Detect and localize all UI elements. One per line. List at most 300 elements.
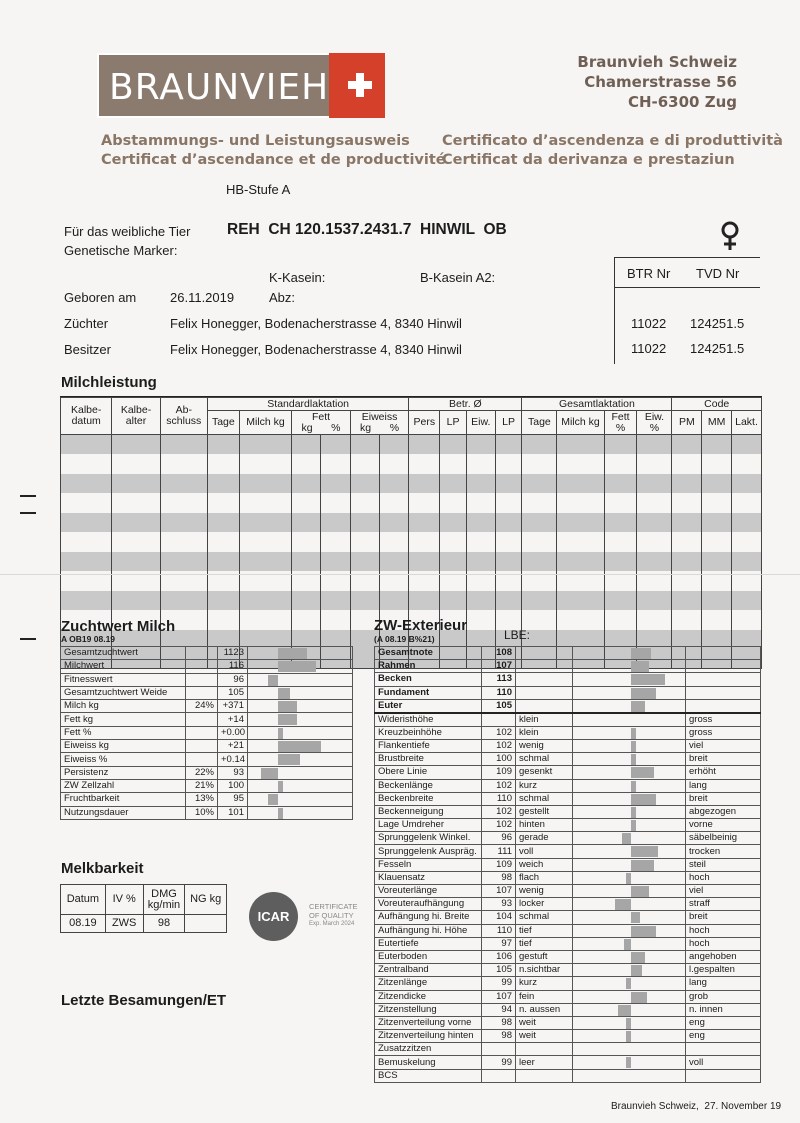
milk-cell xyxy=(604,513,637,533)
zuchtwert-label: Nutzungsdauer xyxy=(61,806,186,819)
zuchtwert-bar-cell xyxy=(248,673,353,686)
milk-cell xyxy=(160,532,207,552)
exterieur-left-term: schmal xyxy=(516,911,573,924)
col-milchkg: Milch kg xyxy=(239,411,291,435)
zuchtwert-label: Persistenz xyxy=(61,766,186,779)
milk-cell xyxy=(672,435,702,455)
exterieur-bar-cell xyxy=(573,964,686,977)
zuchtwert-value: 96 xyxy=(218,673,248,686)
btr-header: BTR Nr xyxy=(627,266,671,281)
exterieur-left-term: hinten xyxy=(516,819,573,832)
exterieur-bar-cell xyxy=(573,753,686,766)
title-de: Abstammungs- und Leistungsausweis xyxy=(101,133,410,149)
zuchtwert-pct xyxy=(186,753,218,766)
exterieur-bar xyxy=(631,648,651,659)
exterieur-bar-cell xyxy=(573,805,686,818)
exterieur-right-term: trocken xyxy=(686,845,761,858)
exterieur-left-term: locker xyxy=(516,898,573,911)
exterieur-bar xyxy=(631,807,636,818)
milk-cell xyxy=(557,493,604,513)
zuchtwert-label: Fitnesswert xyxy=(61,673,186,686)
milk-cell xyxy=(440,552,467,572)
exterieur-left-term xyxy=(516,1043,573,1056)
exterieur-right-term: lang xyxy=(686,977,761,990)
exterieur-label: Kreuzbeinhöhe xyxy=(375,726,482,739)
zuchtwert-value: +21 xyxy=(218,740,248,753)
zuchtwert-bar xyxy=(278,661,316,672)
exterieur-value: 99 xyxy=(482,1056,516,1069)
exterieur-value: 108 xyxy=(482,647,516,660)
milk-cell xyxy=(440,532,467,552)
exterieur-bar-cell xyxy=(573,779,686,792)
zuchtwert-pct: 10% xyxy=(186,806,218,819)
milk-cell xyxy=(239,610,291,630)
exterieur-left-term: gerade xyxy=(516,832,573,845)
milk-cell xyxy=(557,454,604,474)
exterieur-bar xyxy=(631,820,636,831)
col-eiweiss-pct: % xyxy=(389,421,400,434)
exterieur-bar xyxy=(631,781,636,792)
milk-cell xyxy=(495,474,522,494)
col-fett-pct: % xyxy=(331,421,341,434)
milk-cell xyxy=(292,552,321,572)
exterieur-left-term: weit xyxy=(516,1016,573,1029)
exterieur-right-term: steil xyxy=(686,858,761,871)
exterieur-sub: (A 08.19 B%21) xyxy=(374,634,435,644)
zuchtwert-bar xyxy=(278,714,297,725)
milk-cell xyxy=(207,474,239,494)
col-tage: Tage xyxy=(207,411,239,435)
milk-cell xyxy=(522,610,557,630)
exterieur-bar-cell xyxy=(573,1069,686,1082)
zuchtwert-bar-cell xyxy=(248,740,353,753)
exterieur-row xyxy=(375,647,761,660)
braunvieh-logo xyxy=(97,53,385,118)
milk-cell xyxy=(637,552,672,572)
exterieur-bar xyxy=(631,965,642,976)
exterieur-right-term: abgezogen xyxy=(686,805,761,818)
exterieur-bar-cell xyxy=(573,950,686,963)
exterieur-right-term: angehoben xyxy=(686,950,761,963)
exterieur-bar-cell xyxy=(573,1056,686,1069)
exterieur-bar xyxy=(631,886,649,897)
milk-cell xyxy=(732,532,762,552)
milk-cell xyxy=(320,454,350,474)
exterieur-bar-cell xyxy=(573,1043,686,1056)
exterieur-value: 102 xyxy=(482,739,516,752)
exterieur-bar xyxy=(631,926,656,937)
exterieur-bar xyxy=(622,833,631,844)
exterieur-right-term: lang xyxy=(686,779,761,792)
milk-cell xyxy=(702,532,732,552)
milk-cell xyxy=(207,435,239,455)
milk-cell xyxy=(672,532,702,552)
exterieur-right-term: breit xyxy=(686,792,761,805)
exterieur-bar xyxy=(631,860,654,871)
milk-title: Milchleistung xyxy=(61,374,157,391)
milk-cell xyxy=(672,474,702,494)
exterieur-bar-cell xyxy=(573,726,686,739)
milk-cell xyxy=(702,454,732,474)
punch-mark xyxy=(20,495,36,497)
exterieur-right-term: n. innen xyxy=(686,1003,761,1016)
group-betr: Betr. Ø xyxy=(409,398,522,411)
icar-cert1: CERTIFICATE xyxy=(309,902,358,911)
zuchtwert-pct xyxy=(186,740,218,753)
org-name: Braunvieh Schweiz xyxy=(577,53,737,71)
zuchtwert-label: Gesamtzuchtwert xyxy=(61,647,186,660)
milk-cell xyxy=(292,513,321,533)
exterieur-label: Fundament xyxy=(375,686,482,699)
exterieur-right-term: eng xyxy=(686,1030,761,1043)
animal-id: REH CH 120.1537.2431.7 HINWIL OB xyxy=(227,221,507,238)
footer-text: Braunvieh Schweiz, 27. November 19 xyxy=(611,1101,782,1112)
milk-cell xyxy=(522,513,557,533)
milk-cell xyxy=(495,513,522,533)
exterieur-row xyxy=(375,726,761,739)
exterieur-label: Zitzenverteilung hinten xyxy=(375,1030,482,1043)
exterieur-row xyxy=(375,937,761,950)
exterieur-value: 100 xyxy=(482,753,516,766)
exterieur-right-term xyxy=(686,699,761,713)
abz-label: Abz: xyxy=(269,290,296,305)
milk-cell xyxy=(239,474,291,494)
milk-cell xyxy=(466,435,495,455)
exterieur-label: Wideristhöhe xyxy=(375,713,482,727)
zuchtwert-label: ZW Zellzahl xyxy=(61,779,186,792)
milk-cell xyxy=(379,493,409,513)
zuchtwert-title: Zuchtwert Milch xyxy=(61,618,176,635)
milk-cell xyxy=(495,552,522,572)
exterieur-value: 98 xyxy=(482,871,516,884)
exterieur-value: 110 xyxy=(482,924,516,937)
zuchtwert-pct: 13% xyxy=(186,793,218,806)
exterieur-title: ZW-Exterieur xyxy=(374,617,468,634)
milk-cell xyxy=(440,454,467,474)
milk-cell xyxy=(495,532,522,552)
exterieur-row xyxy=(375,686,761,699)
exterieur-value: 110 xyxy=(482,686,516,699)
milk-cell xyxy=(637,532,672,552)
zuchtwert-bar xyxy=(261,768,278,779)
marker-label: Genetische Marker: xyxy=(64,243,178,258)
exterieur-bar-cell xyxy=(573,845,686,858)
exterieur-value xyxy=(482,713,516,727)
milk-cell xyxy=(292,610,321,630)
exterieur-row xyxy=(375,898,761,911)
exterieur-label: Klauensatz xyxy=(375,871,482,884)
exterieur-row xyxy=(375,699,761,713)
milk-cell xyxy=(557,610,604,630)
exterieur-label: Zitzenlänge xyxy=(375,977,482,990)
exterieur-bar xyxy=(631,688,656,699)
exterieur-bar-cell xyxy=(573,1030,686,1043)
milk-cell xyxy=(557,513,604,533)
exterieur-left-term xyxy=(516,686,573,699)
milk-cell xyxy=(637,493,672,513)
milk-cell xyxy=(522,532,557,552)
exterieur-value: 105 xyxy=(482,964,516,977)
group-gesamtlaktation: Gesamtlaktation xyxy=(522,398,672,411)
col-fett2 xyxy=(604,411,637,435)
milk-cell xyxy=(112,454,160,474)
milk-cell xyxy=(604,610,637,630)
exterieur-right-term: l.gespalten xyxy=(686,964,761,977)
exterieur-right-term: hoch xyxy=(686,937,761,950)
exterieur-bar-cell xyxy=(573,858,686,871)
milk-cell xyxy=(409,532,440,552)
milk-cell xyxy=(409,435,440,455)
exterieur-bar xyxy=(624,939,631,950)
milk-cell xyxy=(61,493,112,513)
milk-cell xyxy=(350,435,379,455)
zuchtwert-bar xyxy=(278,701,297,712)
exterieur-row xyxy=(375,1069,761,1082)
melk-h-ng: NG kg xyxy=(185,885,227,915)
milk-cell xyxy=(732,591,762,611)
exterieur-bar xyxy=(631,767,654,778)
milk-cell xyxy=(604,435,637,455)
milk-cell xyxy=(61,552,112,572)
exterieur-left-term: klein xyxy=(516,726,573,739)
milk-cell xyxy=(440,493,467,513)
milk-cell xyxy=(320,552,350,572)
exterieur-bar xyxy=(631,741,636,752)
milk-cell xyxy=(239,435,291,455)
milk-cell xyxy=(379,513,409,533)
milk-cell xyxy=(207,454,239,474)
zuchtwert-row xyxy=(61,713,353,726)
milk-cell xyxy=(604,552,637,572)
exterieur-left-term: schmal xyxy=(516,753,573,766)
exterieur-table xyxy=(374,646,761,1083)
milk-row xyxy=(61,454,762,474)
milk-cell xyxy=(557,435,604,455)
exterieur-left-term: tief xyxy=(516,924,573,937)
exterieur-bar-cell xyxy=(573,673,686,686)
exterieur-bar-cell xyxy=(573,1016,686,1029)
exterieur-label: Zitzenverteilung vorne xyxy=(375,1016,482,1029)
exterieur-right-term: viel xyxy=(686,739,761,752)
col-tage2: Tage xyxy=(522,411,557,435)
exterieur-value: 113 xyxy=(482,673,516,686)
milk-cell xyxy=(292,591,321,611)
milk-cell xyxy=(112,532,160,552)
zuchtwert-value: +371 xyxy=(218,700,248,713)
exterieur-left-term xyxy=(516,673,573,686)
milk-cell xyxy=(379,591,409,611)
zuchtwert-value: 116 xyxy=(218,660,248,673)
zuchtwert-label: Fett % xyxy=(61,726,186,739)
milk-cell xyxy=(732,610,762,630)
milk-cell xyxy=(637,591,672,611)
exterieur-bar xyxy=(631,846,658,857)
exterieur-label: Becken xyxy=(375,673,482,686)
exterieur-label: Euter xyxy=(375,699,482,713)
milk-cell xyxy=(637,435,672,455)
zuchtwert-label: Milch kg xyxy=(61,700,186,713)
zuchtwert-value: 101 xyxy=(218,806,248,819)
exterieur-bar xyxy=(626,978,631,989)
milk-cell xyxy=(466,474,495,494)
exterieur-value: 107 xyxy=(482,660,516,673)
exterieur-bar xyxy=(631,992,647,1003)
milk-cell xyxy=(207,591,239,611)
exterieur-value: 96 xyxy=(482,832,516,845)
zuchtwert-label: Fett kg xyxy=(61,713,186,726)
exterieur-right-term xyxy=(686,647,761,660)
exterieur-value xyxy=(482,1069,516,1082)
milk-cell xyxy=(466,552,495,572)
col-pers: Pers xyxy=(409,411,440,435)
milk-cell xyxy=(350,474,379,494)
milk-cell xyxy=(160,474,207,494)
exterieur-right-term: hoch xyxy=(686,924,761,937)
exterieur-value: 106 xyxy=(482,950,516,963)
milk-cell xyxy=(320,610,350,630)
exterieur-bar xyxy=(631,754,636,765)
exterieur-right-term: grob xyxy=(686,990,761,1003)
milk-cell xyxy=(495,610,522,630)
zuchtwert-table xyxy=(60,646,353,820)
zuchtwert-value: 100 xyxy=(218,779,248,792)
exterieur-left-term: n.sichtbar xyxy=(516,964,573,977)
zuchtwert-bar-cell xyxy=(248,660,353,673)
exterieur-bar-cell xyxy=(573,766,686,779)
milk-cell xyxy=(440,591,467,611)
zuchtwert-bar xyxy=(278,741,321,752)
col-fett-kg: kg xyxy=(301,421,313,434)
exterieur-left-term xyxy=(516,699,573,713)
milk-cell xyxy=(637,474,672,494)
exterieur-row xyxy=(375,832,761,845)
col-fett2-label: Fett xyxy=(611,410,630,423)
exterieur-label: Lage Umdreher xyxy=(375,819,482,832)
exterieur-bar xyxy=(631,674,665,685)
group-standardlaktation: Standardlaktation xyxy=(207,398,408,411)
milk-cell xyxy=(440,435,467,455)
milk-cell xyxy=(112,513,160,533)
zuchtwert-bar-cell xyxy=(248,753,353,766)
milk-cell xyxy=(702,552,732,572)
logo-wordmark: BRAUNVIEH xyxy=(97,53,329,118)
exterieur-bar-cell xyxy=(573,713,686,727)
exterieur-value: 111 xyxy=(482,845,516,858)
milk-cell xyxy=(239,552,291,572)
exterieur-label: Obere Linie xyxy=(375,766,482,779)
exterieur-value: 94 xyxy=(482,1003,516,1016)
exterieur-bar-cell xyxy=(573,885,686,898)
exterieur-row xyxy=(375,1056,761,1069)
milk-cell xyxy=(732,454,762,474)
icar-certificate-text xyxy=(309,902,357,929)
melk-h-dmg: DMG kg/min xyxy=(143,885,185,915)
exterieur-right-term: vorne xyxy=(686,819,761,832)
exterieur-row xyxy=(375,990,761,1003)
milk-cell xyxy=(320,435,350,455)
exterieur-right-term xyxy=(686,686,761,699)
milk-cell xyxy=(637,610,672,630)
exterieur-label: Rahmen xyxy=(375,660,482,673)
exterieur-left-term xyxy=(516,647,573,660)
milk-cell xyxy=(604,474,637,494)
zuchtwert-value: 95 xyxy=(218,793,248,806)
exterieur-left-term: kurz xyxy=(516,779,573,792)
zuchtwert-bar-cell xyxy=(248,793,353,806)
milk-cell xyxy=(702,474,732,494)
exterieur-label: Sprunggelenk Auspräg. xyxy=(375,845,482,858)
zuchtwert-bar xyxy=(278,754,300,765)
zuchtwert-bar-cell xyxy=(248,647,353,660)
milk-row xyxy=(61,552,762,572)
exterieur-value: 93 xyxy=(482,898,516,911)
exterieur-value: 97 xyxy=(482,937,516,950)
col-lakt: Lakt. xyxy=(732,411,762,435)
exterieur-left-term: wenig xyxy=(516,739,573,752)
exterieur-label: Brustbreite xyxy=(375,753,482,766)
zuchtwert-value: 93 xyxy=(218,766,248,779)
exterieur-left-term: n. aussen xyxy=(516,1003,573,1016)
exterieur-bar-cell xyxy=(573,739,686,752)
female-symbol-icon xyxy=(718,221,742,251)
exterieur-label: Zitzenstellung xyxy=(375,1003,482,1016)
exterieur-bar xyxy=(615,899,631,910)
title-it: Certificato d’ascendenza e di produttività xyxy=(442,133,783,149)
col-fett2-pct: % xyxy=(615,421,626,434)
exterieur-row xyxy=(375,805,761,818)
milk-cell xyxy=(61,591,112,611)
exterieur-left-term: tief xyxy=(516,937,573,950)
milk-cell xyxy=(702,493,732,513)
milk-cell xyxy=(320,532,350,552)
zuchtwert-row xyxy=(61,660,353,673)
milk-cell xyxy=(466,493,495,513)
exterieur-row xyxy=(375,1016,761,1029)
milk-cell xyxy=(239,493,291,513)
exterieur-row xyxy=(375,885,761,898)
milk-cell xyxy=(672,513,702,533)
milk-cell xyxy=(239,454,291,474)
title-rm: Certificat da derivanza e prestaziun xyxy=(442,152,735,168)
exterieur-left-term: wenig xyxy=(516,885,573,898)
milk-cell xyxy=(495,591,522,611)
breeder-name: Felix Honegger, Bodenacherstrasse 4, 8340 Hinwil xyxy=(170,316,462,331)
exterieur-left-term: klein xyxy=(516,713,573,727)
exterieur-bar xyxy=(631,794,656,805)
milk-cell xyxy=(672,493,702,513)
exterieur-right-term xyxy=(686,660,761,673)
milk-cell xyxy=(320,493,350,513)
exterieur-bar xyxy=(631,952,645,963)
zuchtwert-pct: 22% xyxy=(186,766,218,779)
milk-cell xyxy=(350,532,379,552)
exterieur-bar xyxy=(631,912,640,923)
zuchtwert-pct: 21% xyxy=(186,779,218,792)
col-kalbedatum: Kalbe-datum xyxy=(61,398,112,435)
zuchtwert-bar-cell xyxy=(248,779,353,792)
exterieur-bar-cell xyxy=(573,937,686,950)
milk-cell xyxy=(160,513,207,533)
exterieur-right-term: voll xyxy=(686,1056,761,1069)
zuchtwert-pct xyxy=(186,726,218,739)
milk-cell xyxy=(495,454,522,474)
exterieur-value: 107 xyxy=(482,990,516,1003)
exterieur-value: 105 xyxy=(482,699,516,713)
milk-cell xyxy=(637,454,672,474)
exterieur-bar xyxy=(626,1031,631,1042)
milk-cell xyxy=(732,513,762,533)
exterieur-value: 107 xyxy=(482,885,516,898)
